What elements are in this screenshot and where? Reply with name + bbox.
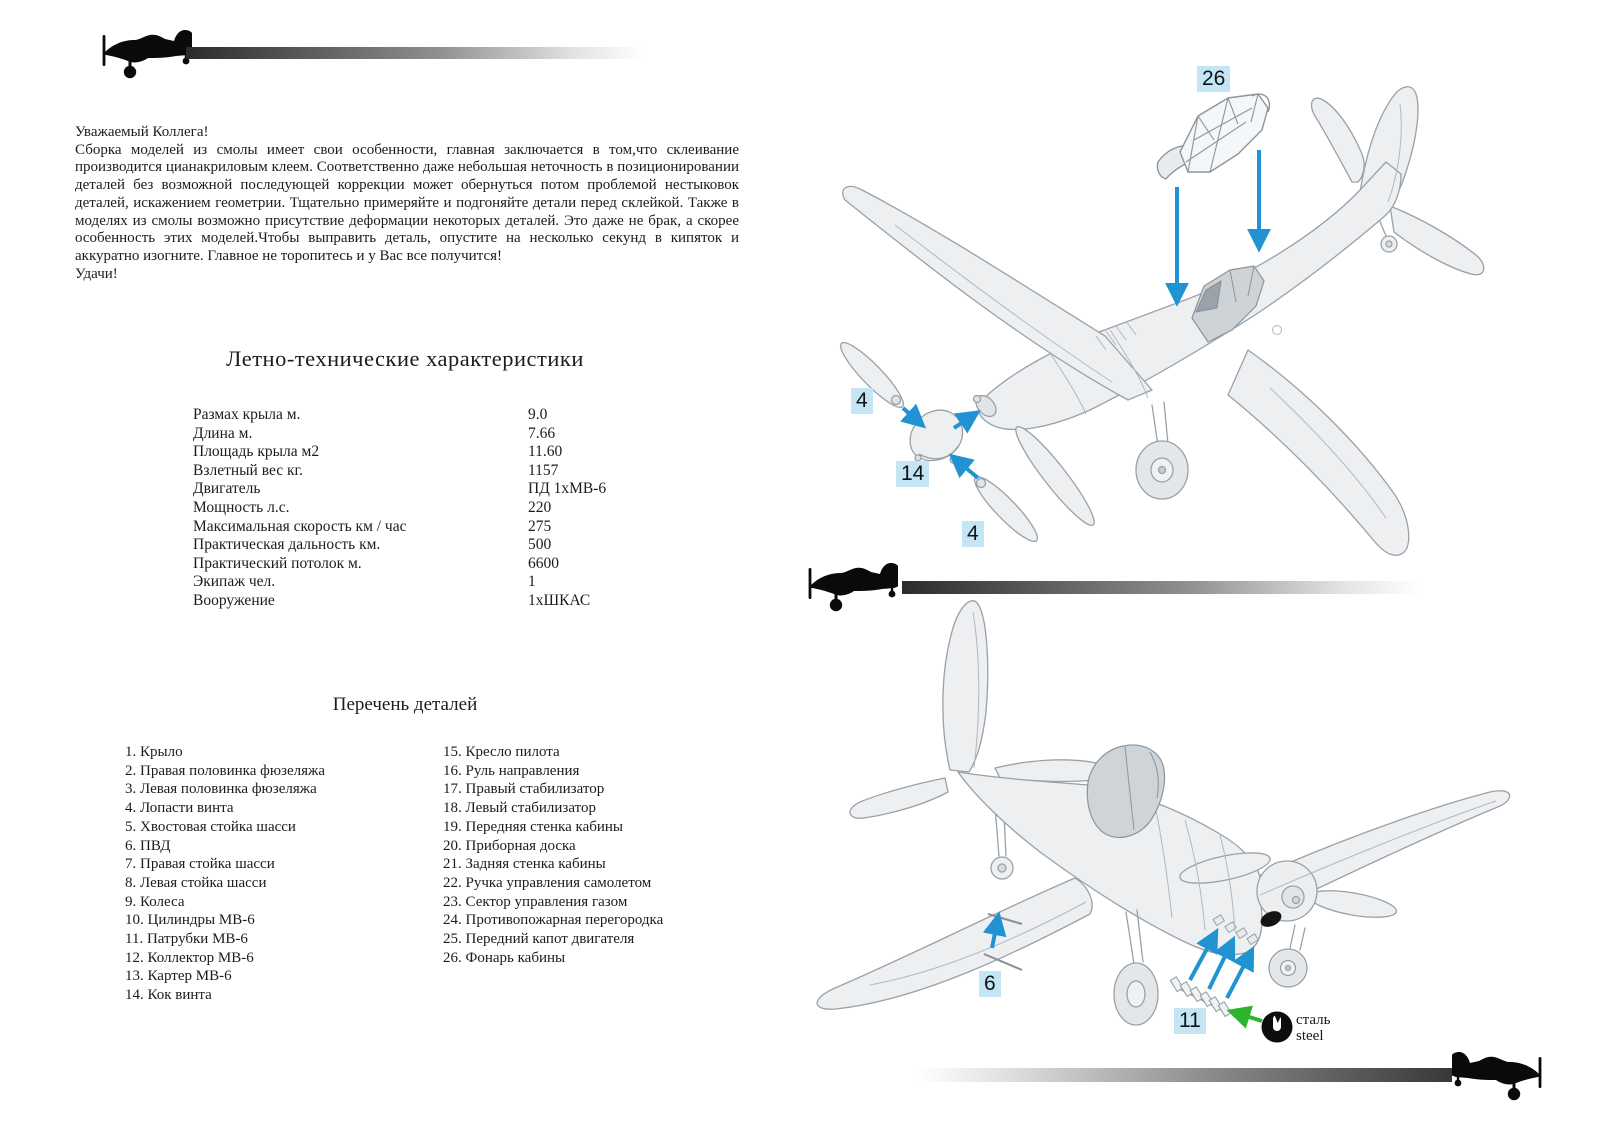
aircraft-bottom-drawing xyxy=(817,601,1510,1025)
parts-list-item: 17. Правый стабилизатор xyxy=(443,781,605,798)
specs-table xyxy=(193,406,606,611)
parts-list-item: 22. Ручка управления самолетом xyxy=(443,874,652,891)
parts-list-item: 1. Крыло xyxy=(125,744,183,760)
spec-value: 1хШКАС xyxy=(528,591,591,609)
parts-list-item: 18. Левый стабилизатор xyxy=(443,800,596,817)
spec-value: 275 xyxy=(528,517,552,535)
spec-row xyxy=(193,480,606,499)
spec-value: 220 xyxy=(528,498,552,516)
spec-label: Максимальная скорость км / час xyxy=(193,517,407,535)
spec-label: Длина м. xyxy=(193,424,253,442)
gradient-divider-bottom xyxy=(918,1068,1452,1082)
callout-14-spinner: 14 xyxy=(896,461,929,487)
intro-closing: Удачи! xyxy=(75,265,118,282)
callout-4-blade-bottom: 4 xyxy=(962,521,984,547)
parts-list-item: 6. ПВД xyxy=(125,837,171,854)
spec-row xyxy=(193,406,606,425)
spec-value: 11.60 xyxy=(528,443,563,461)
spec-row xyxy=(193,536,606,555)
parts-list-item: 13. Картер МВ-6 xyxy=(125,968,232,985)
spec-row xyxy=(193,555,606,574)
intro-text-block xyxy=(75,124,739,283)
parts-list-item: 12. Коллектор МВ-6 xyxy=(125,949,254,966)
gradient-divider-top xyxy=(186,47,644,59)
spec-row xyxy=(193,462,606,481)
spec-row xyxy=(193,573,606,592)
parts-list-item: 23. Сектор управления газом xyxy=(443,893,628,910)
spec-label: Практический потолок м. xyxy=(193,554,362,572)
spec-label: Площадь крыла м2 xyxy=(193,443,320,461)
spec-value: 500 xyxy=(528,536,552,554)
parts-list-item: 5. Хвостовая стойка шасси xyxy=(125,818,296,835)
parts-list-item: 10. Цилиндры МВ-6 xyxy=(125,912,255,929)
spec-row xyxy=(193,443,606,462)
parts-list-item: 15. Кресло пилота xyxy=(443,744,560,760)
spec-label: Экипаж чел. xyxy=(193,573,276,591)
parts-list-item: 4. Лопасти винта xyxy=(125,800,234,817)
spec-label: Мощность л.с. xyxy=(193,498,290,516)
parts-list-item: 7. Правая стойка шасси xyxy=(125,856,275,873)
parts-list-item: 3. Левая половинка фюзеляжа xyxy=(125,781,317,798)
intro-body: Сборка моделей из смолы имеет свои особенности, главная заключается в том,что склеивание производится цианакриловым клеем. Соответственно даже небольшая неточность в позиционировании деталей без возможной последующей коррекции может обернуться потом проблемой нестыковок деталей, искажением геометрии. Тщательно примеряйте и подгоняйте детали перед склейкой. Также в моделях из смолы возможно присутствие деформации некоторых деталей. Это даже не брак, а скорее особенность этих моделей.Чтобы выправить деталь, опустите на несколько секунд в кипяток и аккуратно изогните. Главное не торопитесь и у Вас все получится! xyxy=(75,141,739,264)
parts-list-item: 24. Противопожарная перегородка xyxy=(443,912,664,929)
parts-list-item: 9. Колеса xyxy=(125,893,185,910)
parts-list-item: 19. Передняя стенка кабины xyxy=(443,818,624,835)
spec-row xyxy=(193,425,606,444)
parts-list-item: 26. Фонарь кабины xyxy=(443,949,566,966)
parts-list-right-column xyxy=(443,743,663,967)
spec-value: ПД 1хМВ-6 xyxy=(528,480,607,498)
assembly-diagram-bottom xyxy=(790,580,1520,1050)
parts-list-item: 14. Кок винта xyxy=(125,987,212,1004)
callout-6-pitot: 6 xyxy=(979,971,1001,997)
airplane-silhouette-bottom xyxy=(1452,1050,1544,1102)
spec-label: Взлетный вес кг. xyxy=(193,461,303,479)
parts-list-item: 8. Левая стойка шасси xyxy=(125,874,267,891)
parts-list-item: 11. Патрубки МВ-6 xyxy=(125,931,248,948)
parts-list-title: Перечень деталей xyxy=(332,694,478,715)
parts-list-item: 2. Правая половинка фюзеляжа xyxy=(125,762,326,779)
parts-list-item: 16. Руль направления xyxy=(443,762,580,779)
intro-greeting: Уважаемый Коллега! xyxy=(75,124,209,140)
spec-value: 6600 xyxy=(528,554,559,572)
parts-list-item: 21. Задняя стенка кабины xyxy=(443,856,606,873)
spec-label: Двигатель xyxy=(193,480,261,498)
callout-11-exhaust: 11 xyxy=(1174,1008,1206,1034)
spec-value: 7.66 xyxy=(528,424,556,442)
spec-label: Вооружение xyxy=(193,591,275,609)
spec-value: 1157 xyxy=(528,461,559,479)
steel-label-en: steel xyxy=(1296,1028,1324,1044)
spec-row xyxy=(193,592,606,611)
spec-value: 1 xyxy=(528,573,536,591)
steel-icon xyxy=(1262,1012,1293,1043)
callout-4-blade-top: 4 xyxy=(851,388,873,414)
spec-label: Размах крыла м. xyxy=(193,406,301,423)
callout-26-canopy: 26 xyxy=(1197,66,1230,92)
steel-pointer-arrow xyxy=(1233,1012,1262,1021)
spec-row xyxy=(193,518,606,537)
parts-list-item: 20. Приборная доска xyxy=(443,837,576,854)
propeller-parts-drawing xyxy=(834,336,1044,547)
specs-title: Летно-технические характеристики xyxy=(226,346,584,371)
cockpit-on-fuselage xyxy=(1192,266,1264,342)
spec-label: Практическая дальность км. xyxy=(193,536,381,554)
airplane-silhouette-logo xyxy=(100,28,192,80)
spec-value: 9.0 xyxy=(528,406,548,423)
spec-row xyxy=(193,499,606,518)
parts-list-left-column xyxy=(125,743,325,1005)
canopy-part-drawing xyxy=(1157,94,1269,179)
steel-label-ru: сталь xyxy=(1296,1012,1331,1028)
parts-list-item: 25. Передний капот двигателя xyxy=(443,931,635,948)
